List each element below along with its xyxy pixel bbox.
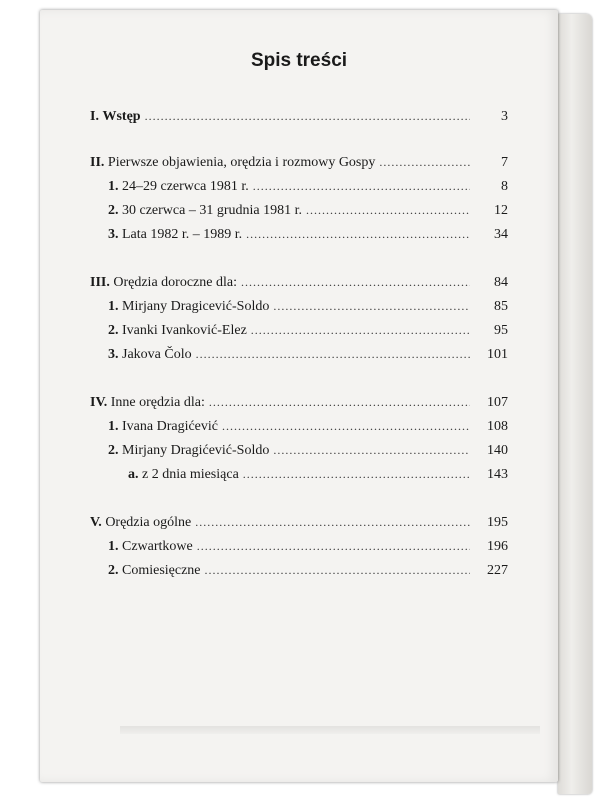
toc-entry-label: Orędzia ogólne: [105, 515, 192, 530]
toc-leader-dots: [197, 537, 470, 555]
toc-leader-dots: [196, 345, 470, 363]
toc-leader-dots: [306, 201, 470, 219]
toc-entry: [90, 513, 508, 531]
toc-entry-page: 140: [487, 443, 508, 458]
toc-entry: [108, 201, 508, 219]
toc-leader-dots: [253, 177, 470, 195]
toc-entry-number: 1.: [108, 539, 119, 554]
toc-entry: [108, 177, 508, 195]
toc-leader-dots: [195, 513, 470, 531]
toc-entry-page: 85: [494, 299, 508, 314]
toc-entry: [108, 537, 508, 555]
toc-entry-number: I.: [90, 109, 99, 124]
toc-entry-label: z 2 dnia miesiąca: [142, 467, 239, 482]
toc-entry: [108, 417, 508, 435]
toc-entry-label: Czwartkowe: [122, 539, 193, 554]
toc-entry-number: 2.: [108, 323, 119, 338]
toc-leader-dots: [273, 441, 470, 459]
toc-entry: [108, 297, 508, 315]
book-page: [40, 10, 558, 782]
toc-entry-label: Inne orędzia dla:: [110, 395, 205, 410]
toc-entry-number: III.: [90, 275, 110, 290]
toc-entry-number: 3.: [108, 227, 119, 242]
toc-entry-label: 30 czerwca – 31 grudnia 1981 r.: [122, 203, 302, 218]
toc-entry: [128, 465, 508, 483]
toc-entry-number: a.: [128, 467, 139, 482]
toc-leader-dots: [241, 273, 470, 291]
toc-entry-page: 8: [501, 179, 508, 194]
toc-entry-label: Mirjany Dragicević-Soldo: [122, 299, 270, 314]
toc-entry: [90, 273, 508, 291]
table-of-contents: [40, 10, 558, 782]
toc-entry-page: 34: [494, 227, 508, 242]
toc-entry-label: Mirjany Dragićević-Soldo: [122, 443, 270, 458]
toc-leader-dots: [222, 417, 470, 435]
toc-entry-label: Ivanki Ivanković-Elez: [122, 323, 247, 338]
toc-entry: [108, 441, 508, 459]
toc-entry-label: 24–29 czerwca 1981 r.: [122, 179, 249, 194]
toc-leader-dots: [243, 465, 470, 483]
toc-entry-label: Ivana Dragićević: [122, 419, 218, 434]
toc-entry-label: Jakova Čolo: [122, 347, 192, 362]
toc-entry-number: 1.: [108, 179, 119, 194]
toc-entry-page: 227: [487, 563, 508, 578]
toc-entry-number: IV.: [90, 395, 108, 410]
toc-entry-page: 95: [494, 323, 508, 338]
toc-entry-number: 1.: [108, 299, 119, 314]
toc-leader-dots: [205, 561, 470, 579]
toc-leader-dots: [209, 393, 470, 411]
toc-entry-label: Comiesięczne: [122, 563, 201, 578]
toc-entry-label: Pierwsze objawienia, orędzia i rozmowy Gospy: [107, 155, 376, 170]
toc-entry-label: Lata 1982 r. – 1989 r.: [122, 227, 243, 242]
toc-entry-number: V.: [90, 515, 102, 530]
toc-entry-number: 2.: [108, 563, 119, 578]
toc-entry-page: 7: [501, 155, 508, 170]
toc-entry: [108, 225, 508, 243]
next-page-edge: [558, 14, 592, 794]
toc-entry-page: 12: [494, 203, 508, 218]
page-title: Spis treści: [250, 50, 348, 71]
toc-entry-page: 108: [487, 419, 508, 434]
toc-entry-number: 3.: [108, 347, 119, 362]
toc-entry: [108, 321, 508, 339]
toc-leader-dots: [246, 225, 470, 243]
toc-entry-number: II.: [90, 155, 105, 170]
toc-entry: [90, 393, 508, 411]
toc-entry-page: 3: [501, 109, 508, 124]
toc-entry: [90, 153, 508, 171]
toc-leader-dots: [379, 153, 470, 171]
toc-entry-page: 195: [487, 515, 508, 530]
toc-entry: [108, 561, 508, 579]
toc-entry: [108, 345, 508, 363]
toc-entry-number: 2.: [108, 443, 119, 458]
toc-entry-label: Orędzia doroczne dla:: [113, 275, 237, 290]
toc-entry-label: Wstęp: [102, 109, 141, 124]
toc-leader-dots: [273, 297, 470, 315]
toc-leader-dots: [251, 321, 470, 339]
toc-entry-page: 101: [487, 347, 508, 362]
toc-leader-dots: [145, 107, 470, 125]
toc-entry-page: 107: [487, 395, 508, 410]
toc-entry-page: 143: [487, 467, 508, 482]
toc-entry-page: 84: [494, 275, 508, 290]
toc-entry-number: 1.: [108, 419, 119, 434]
toc-entry-number: 2.: [108, 203, 119, 218]
toc-entry: [90, 107, 508, 125]
toc-entry-page: 196: [487, 539, 508, 554]
